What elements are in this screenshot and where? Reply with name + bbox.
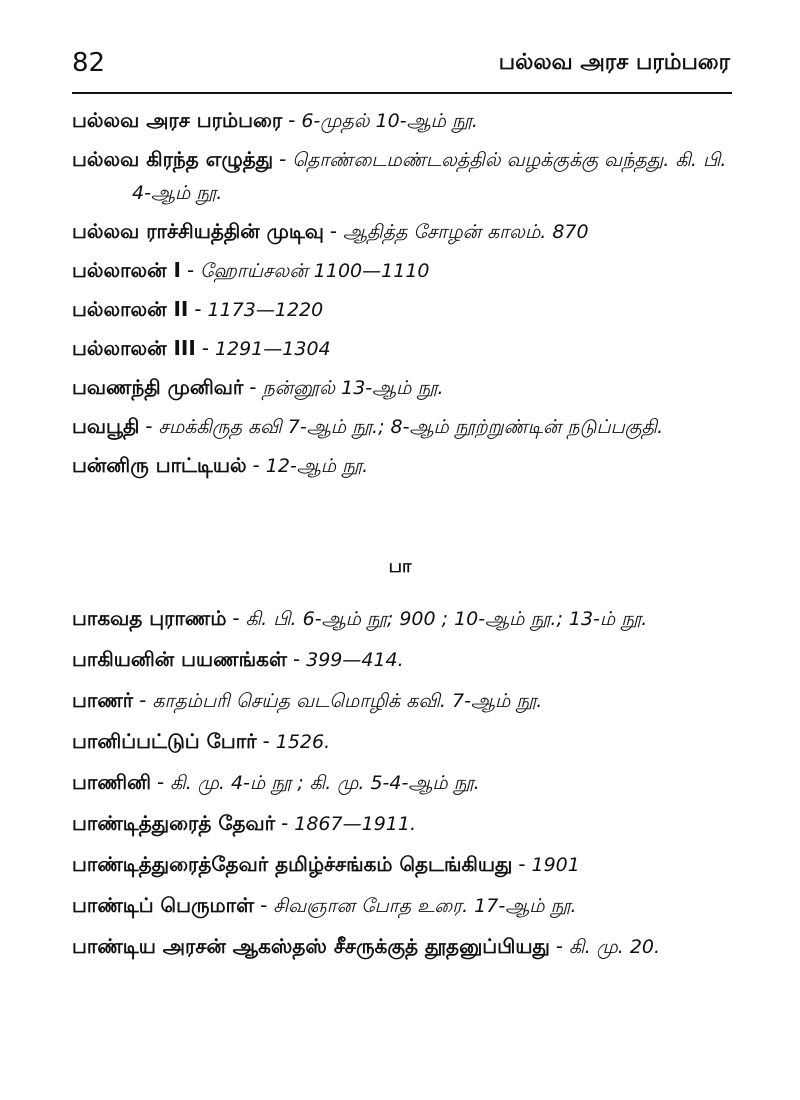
entry-term: பாண்டித்துரைத்தேவர் தமிழ்ச்சங்கம் தெடங்கியது [72,852,513,876]
entry-term: பாண்டித்துரைத் தேவர் [72,811,276,835]
page-header [72,48,730,88]
entry-separator: - [518,852,526,876]
entry [72,254,732,287]
entry [72,684,732,717]
entry [72,449,732,482]
entry-desc: ஆதித்த சோழன் காலம். 870 [343,221,589,243]
entry-desc: 1867—1911. [294,813,416,835]
entry-term: பல்லாலன் III [72,336,196,360]
entry [72,602,732,635]
entry-term: பவணந்தி முனிவர் [72,375,244,399]
entry [72,143,732,209]
entry-desc: கி. மு. 4-ம் நூ ; கி. மு. 5-4-ஆம் நூ. [170,772,480,794]
header-rule [72,92,732,94]
entry-term: பானிப்பட்டுப் போர் [72,729,257,753]
entry [72,215,732,248]
entry-separator: - [194,297,202,321]
entry-desc: சமக்கிருத கவி 7-ஆம் நூ.; 8-ஆம் நூற்றுண்டின் நடுப்பகுதி. [158,416,664,438]
entry-term: பல்லவ ராச்சியத்தின் முடிவு [72,219,324,243]
entry [72,807,732,840]
entry [72,293,732,326]
entry-separator: - [288,108,296,132]
entry-desc: 1526. [275,731,331,753]
entry-term: பல்லவ அரச பரம்பரை [72,108,283,132]
entry-separator: - [145,414,153,438]
entry-desc: 1291—1304 [214,338,331,360]
entry-separator: - [186,258,195,282]
entry [72,930,732,963]
entry-desc: தொண்டைமண்டலத்தில் வழக்குக்கு வந்தது. கி. பி. 4-ஆம் நூ. [132,149,727,204]
entry-desc: கி. மு. 20. [569,936,661,958]
entry-term: பாணர் [72,688,134,712]
entry-separator: - [262,729,270,753]
entry-separator: - [232,606,240,630]
entry-term: பன்னிரு பாட்டியல் [72,453,247,477]
entry-separator: - [249,375,257,399]
entry-term: பல்லவ கிரந்த எழுத்து [72,147,274,171]
entry [72,848,732,881]
entry-term: பாணினி [72,770,152,794]
entry-term: பாகவத புராணம் [72,606,227,630]
entry [72,104,732,137]
entry-separator: - [260,893,268,917]
page-number: 82 [72,48,106,78]
entry-term: பாகியனின் பயணங்கள் [72,647,287,671]
entry-desc: 6-முதல் 10-ஆம் நூ. [301,110,478,132]
entry-term: பல்லாலன் I [72,258,181,282]
entry [72,766,732,799]
entry [72,371,732,404]
entry-separator: - [555,934,563,958]
entry-separator: - [329,219,338,243]
entry-separator: - [252,453,260,477]
entry-desc: சிவஞான போத உரை. 17-ஆம் நூ. [273,895,577,917]
entry-separator: - [157,770,165,794]
entry [72,332,732,365]
entry-desc: 399—414. [306,649,404,671]
entry-term: பல்லாலன் II [72,297,189,321]
entry-separator: - [201,336,209,360]
section-heading: பா [388,556,412,577]
entry-separator: - [293,647,301,671]
entry-separator: - [281,811,289,835]
entry-desc: ஹோய்சலன் 1100—1110 [200,260,430,282]
entry [72,643,732,676]
entry-term: பாண்டிய அரசன் ஆகஸ்தஸ் சீசருக்குத் தூதனுப்பியது [72,934,550,958]
entry-desc: 1173—1220 [207,299,324,321]
entry-desc: 1901 [531,854,580,876]
entry-desc: கி. பி. 6-ஆம் நூ; 900 ; 10-ஆம் நூ.; 13-ம் நூ. [245,608,648,630]
entry [72,725,732,758]
entry [72,410,732,443]
entry-term: பவபூதி [72,414,140,438]
entry-list-a [72,104,732,488]
entry-separator: - [139,688,147,712]
running-title: பல்லவ அரச பரம்பரை [498,50,730,75]
entry-desc: நன்னூல் 13-ஆம் நூ. [262,377,444,399]
entry-desc: 12-ஆம் நூ. [265,455,369,477]
entry-separator: - [279,147,287,171]
entry [72,889,732,922]
entry-list-b [72,602,732,971]
entry-term: பாண்டிப் பெருமாள் [72,893,255,917]
entry-desc: காதம்பரி செய்த வடமொழிக் கவி. 7-ஆம் நூ. [152,690,543,712]
